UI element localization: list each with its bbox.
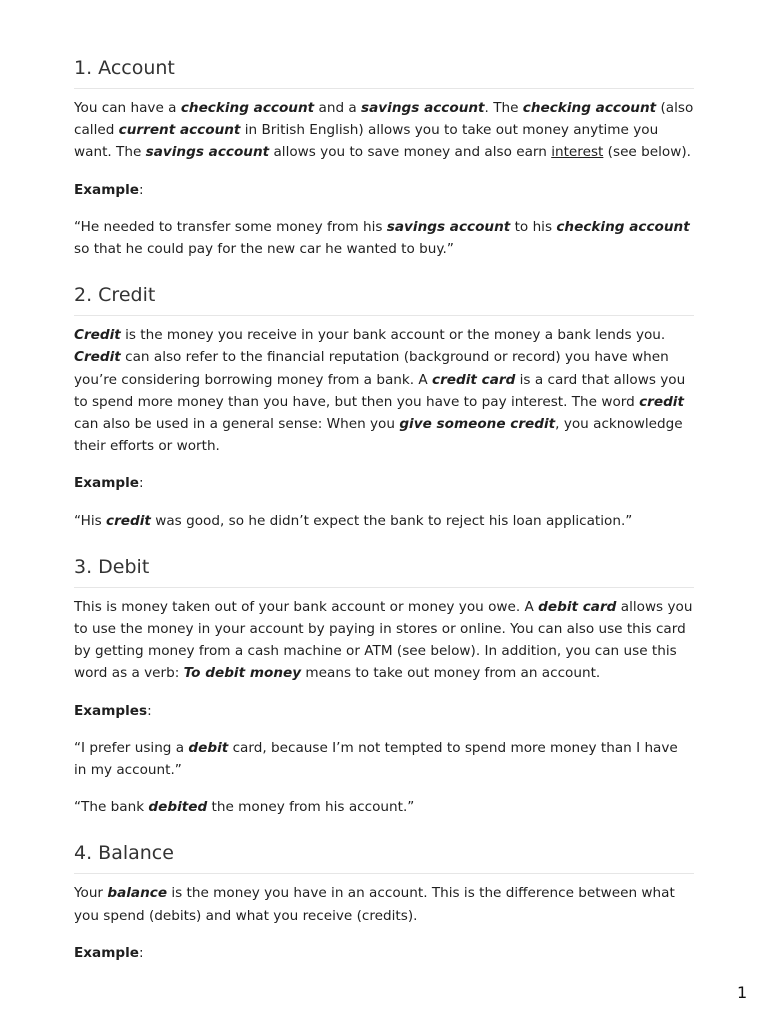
text-run: so that he could pay for the new car he wanted to buy.” bbox=[74, 241, 454, 258]
example-sentence bbox=[74, 216, 694, 260]
example-sentence bbox=[74, 510, 694, 532]
key-term: credit bbox=[639, 393, 684, 410]
example-label-colon: : bbox=[139, 944, 144, 961]
text-run: the money from his account.” bbox=[207, 799, 415, 816]
text-run: allows you to use the money in your account by paying in stores or online. You can also use this card by getting money from a cash machine or ATM (see below). In addition, you can use this word as a verb: bbox=[74, 598, 693, 682]
key-term: savings account bbox=[145, 144, 270, 161]
section-credit bbox=[74, 281, 694, 532]
example-label-line bbox=[74, 700, 694, 722]
key-term: savings account bbox=[361, 100, 485, 116]
key-term: credit card bbox=[432, 371, 516, 388]
definition-paragraph bbox=[74, 324, 694, 457]
example-label: Example bbox=[74, 181, 140, 198]
example-sentence bbox=[74, 737, 694, 781]
text-run: is the money you receive in your bank account or the money a bank lends you. bbox=[120, 327, 666, 344]
text-run: This is money taken out of your bank account or money you owe. A bbox=[74, 598, 539, 615]
document-page bbox=[74, 54, 694, 964]
key-term: checking account bbox=[522, 100, 657, 116]
underlined-term: interest bbox=[551, 144, 604, 161]
section-account bbox=[74, 54, 694, 260]
text-run: , you acknowledge their efforts or worth. bbox=[74, 416, 683, 455]
key-term: To debit money bbox=[183, 665, 302, 682]
section-heading: 4. Balance bbox=[74, 839, 694, 874]
section-balance bbox=[74, 839, 694, 964]
example-label: Example bbox=[74, 944, 140, 961]
example-sentence bbox=[74, 796, 694, 818]
key-term: debit card bbox=[538, 598, 617, 615]
text-run: “His bbox=[74, 512, 107, 529]
example-label-colon: : bbox=[139, 475, 144, 492]
key-term: Credit bbox=[74, 327, 121, 344]
text-run: in British English) allows you to take out money anytime you want. The bbox=[74, 122, 659, 161]
example-label-line bbox=[74, 179, 694, 201]
text-run: . The bbox=[484, 100, 523, 116]
text-run: allows you to save money and also earn bbox=[269, 144, 552, 161]
key-term: checking account bbox=[180, 100, 315, 116]
key-term: debited bbox=[148, 799, 208, 816]
key-term: credit bbox=[106, 512, 151, 529]
text-run: was good, so he didn’t expect the bank to reject his loan application.” bbox=[150, 512, 633, 529]
text-run: can also refer to the financial reputation (background or record) you have when you’re considering borrowing money from a bank. A bbox=[74, 349, 669, 388]
example-label-colon: : bbox=[147, 702, 152, 719]
key-term: give someone credit bbox=[399, 416, 556, 433]
section-heading: 2. Credit bbox=[74, 281, 694, 316]
key-term: balance bbox=[107, 885, 168, 902]
key-term: savings account bbox=[386, 218, 511, 235]
text-run: You can have a bbox=[74, 100, 181, 116]
example-label: Example bbox=[74, 475, 140, 492]
example-label-colon: : bbox=[139, 181, 144, 198]
key-term: debit bbox=[188, 739, 229, 756]
section-debit bbox=[74, 553, 694, 819]
text-run: card, because I’m not tempted to spend more money than I have in my account.” bbox=[74, 739, 678, 779]
page-number: 1 bbox=[737, 983, 748, 1002]
example-label-line bbox=[74, 472, 694, 494]
text-run: can also be used in a general sense: When you bbox=[74, 416, 400, 433]
text-run: means to take out money from an account. bbox=[301, 665, 601, 682]
text-run: (also called bbox=[74, 100, 694, 139]
text-run: (see below). bbox=[603, 144, 691, 161]
text-run: Your bbox=[74, 885, 108, 902]
text-run: and a bbox=[314, 100, 362, 116]
key-term: checking account bbox=[556, 218, 690, 235]
section-heading: 1. Account bbox=[74, 54, 694, 89]
text-run: “He needed to transfer some money from his bbox=[74, 218, 387, 235]
section-heading: 3. Debit bbox=[74, 553, 694, 588]
example-label-line bbox=[74, 942, 694, 964]
definition-paragraph bbox=[74, 882, 694, 926]
text-run: is the money you have in an account. This is the difference between what you spend (debits) and what you receive (credits). bbox=[74, 885, 675, 924]
text-run: is a card that allows you to spend more money than you have, but then you have to pay interest. The word bbox=[74, 371, 686, 410]
text-run: “The bank bbox=[74, 799, 149, 816]
definition-paragraph bbox=[74, 596, 694, 685]
example-label: Examples bbox=[74, 702, 148, 719]
key-term: current account bbox=[118, 122, 241, 139]
text-run: to his bbox=[510, 218, 557, 235]
definition-paragraph bbox=[74, 97, 694, 164]
text-run: “I prefer using a bbox=[74, 739, 189, 756]
key-term: Credit bbox=[74, 349, 121, 366]
